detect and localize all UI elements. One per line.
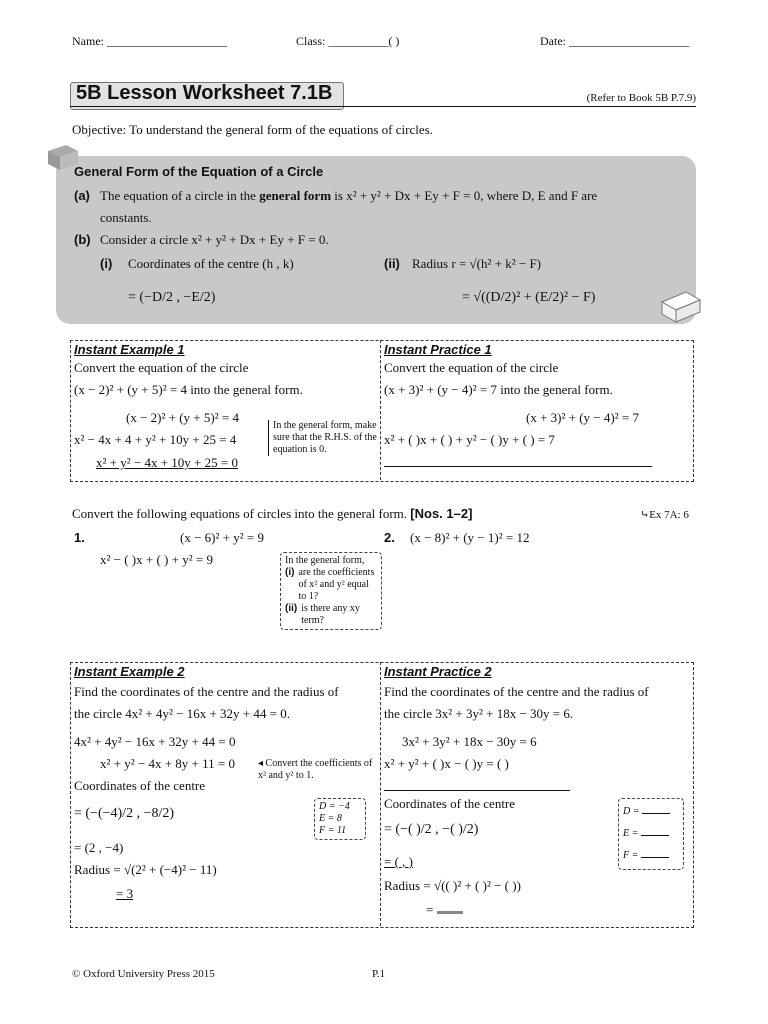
practice1-line1: Convert the equation of the circle: [384, 360, 559, 375]
example2-divider: [380, 662, 381, 926]
practice2-f-blank[interactable]: [641, 857, 669, 858]
part-ii-label: (ii): [384, 256, 400, 271]
example2-line1: Find the coordinates of the centre and the radius of: [74, 684, 339, 699]
part-i-text: Coordinates of the centre (h , k): [128, 256, 294, 271]
practice2-radius-value[interactable]: [426, 902, 463, 918]
centre-formula: = (−D/2 , −E/2): [128, 290, 216, 305]
copyright: © Oxford University Press 2015: [72, 968, 215, 980]
part-a-label: (a): [74, 188, 90, 203]
hint-item-i: [285, 567, 377, 603]
convert-question-range: [Nos. 1–2]: [410, 506, 473, 521]
practice1-line2: (x + 3)² + (y − 4)² = 7 into the general form.: [384, 382, 613, 397]
q2-number: 2.: [384, 530, 395, 545]
practice2-line1: Find the coordinates of the centre and the radius of: [384, 684, 649, 699]
convert-instruction: [72, 506, 472, 522]
practice2-e-blank[interactable]: [641, 835, 669, 836]
practice2-radius-blank[interactable]: [437, 911, 463, 914]
part-a-text-3: constants.: [100, 210, 152, 225]
part-i-label: (i): [100, 256, 113, 271]
part-b-label: (b): [74, 232, 91, 247]
page-title: 5B Lesson Worksheet 7.1B: [76, 82, 333, 104]
practice2-d-blank[interactable]: [642, 813, 670, 814]
name-field-label: Name: ____________________: [72, 34, 227, 48]
practice1-step1: (x + 3)² + (y − 4)² = 7: [526, 410, 639, 425]
practice2-f: F =: [623, 850, 641, 861]
part-a-text-1: The equation of a circle in the: [100, 188, 260, 203]
hint-i-text: are the coefficients of x² and y² equal to 1?: [298, 567, 375, 602]
example1-divider: [380, 340, 381, 480]
part-a-text-2: is x² + y² + Dx + Ey + F = 0, where D, E and F are: [331, 188, 598, 203]
convert-instruction-text: Convert the following equations of circles into the general form.: [72, 506, 411, 521]
title-rule: [70, 106, 696, 107]
hint-intro: In the general form,: [285, 555, 365, 566]
example2-e: E = 8: [319, 813, 342, 824]
example1-note: In the general form, make sure that the R.H.S. of the equation is 0.: [268, 420, 377, 456]
example1-step2: x² − 4x + 4 + y² + 10y + 25 = 4: [74, 432, 237, 447]
example2-d: D = −4: [319, 801, 350, 812]
example2-coefficients: [314, 798, 366, 840]
example2-centre-formula: = (−(−4)/2 , −8/2): [74, 806, 175, 821]
cube-outline-icon: [660, 290, 702, 324]
practice2-e-row[interactable]: [623, 823, 679, 845]
q1-step[interactable]: x² − ( )x + ( ) + y² = 9: [100, 552, 213, 567]
example2-frame: [70, 662, 694, 928]
general-form-heading: General Form of the Equation of a Circle: [74, 164, 324, 179]
example2-line2: the circle 4x² + 4y² − 16x + 32y + 44 = 0.: [74, 706, 290, 721]
example2-f: F = 11: [319, 825, 347, 836]
practice2-centre-formula[interactable]: = (−( )/2 , −( )/2): [384, 822, 479, 837]
example2-radius: Radius = √(2² + (−4)² − 11): [74, 862, 217, 877]
date-field-label: Date: ____________________: [540, 34, 689, 48]
practice2-heading: Instant Practice 2: [384, 664, 492, 679]
practice2-f-row[interactable]: [623, 845, 679, 867]
practice1-step2[interactable]: x² + ( )x + ( ) + y² − ( )y + ( ) = 7: [384, 432, 555, 447]
part-ii-text: Radius r = √(h² + k² − F): [412, 256, 542, 271]
practice2-step1: 3x² + 3y² + 18x − 30y = 6: [402, 734, 537, 749]
example1-step3: x² + y² − 4x + 10y + 25 = 0: [96, 455, 238, 470]
practice2-step2[interactable]: x² + y² + ( )x − ( )y = ( ): [384, 756, 509, 771]
practice2-d-row[interactable]: [623, 801, 679, 823]
hint-ii-label: (ii): [285, 603, 298, 614]
example2-heading: Instant Example 2: [74, 664, 185, 679]
practice2-line2: the circle 3x² + 3y² + 18x − 30y = 6.: [384, 706, 574, 721]
practice2-centre-label: Coordinates of the centre: [384, 796, 516, 811]
hint-item-ii: [285, 603, 377, 627]
example2-radius-value: = 3: [116, 886, 134, 901]
practice2-radius[interactable]: Radius = √(( )² + ( )² − ( )): [384, 878, 521, 893]
page-number: P.1: [372, 968, 386, 980]
example1-line2: (x − 2)² + (y + 5)² = 4 into the general form.: [74, 382, 303, 397]
practice2-centre-value[interactable]: = ( , ): [384, 854, 413, 869]
hint-box: [280, 552, 382, 630]
part-b-text: Consider a circle x² + y² + Dx + Ey + F = 0.: [100, 232, 329, 247]
practice2-e: E =: [623, 828, 641, 839]
example1-heading: Instant Example 1: [74, 342, 185, 357]
example2-step1: 4x² + 4y² − 16x + 32y + 44 = 0: [74, 734, 236, 749]
practice1-answer-line[interactable]: [384, 466, 652, 467]
book-reference: (Refer to Book 5B P.7.9): [586, 92, 696, 104]
example2-note: ◂ Convert the coefficients of x² and y² to 1.: [258, 758, 373, 781]
part-a-bold: general form: [259, 188, 332, 203]
exercise-reference: ⤷Ex 7A: 6: [640, 509, 689, 521]
practice2-d: D =: [623, 806, 642, 817]
practice2-coefficients: [618, 798, 684, 870]
class-field-label: Class: __________( ): [296, 34, 400, 48]
practice2-radius-equals: =: [426, 902, 434, 917]
part-a-text: [100, 188, 660, 204]
q1-equation: (x − 6)² + y² = 9: [180, 530, 264, 545]
q2-equation: (x − 8)² + (y − 1)² = 12: [410, 530, 530, 545]
q1-number: 1.: [74, 530, 85, 545]
radius-formula: = √((D/2)² + (E/2)² − F): [462, 290, 596, 305]
hint-i-label: (i): [285, 567, 295, 578]
hint-ii-text: is there any xy term?: [301, 603, 360, 626]
example1-step1: (x − 2)² + (y + 5)² = 4: [126, 410, 239, 425]
practice1-heading: Instant Practice 1: [384, 342, 492, 357]
example2-step2: x² + y² − 4x + 8y + 11 = 0: [100, 756, 235, 771]
practice2-answer-line[interactable]: [384, 790, 570, 791]
example2-centre-label: Coordinates of the centre: [74, 778, 206, 793]
example1-line1: Convert the equation of the circle: [74, 360, 249, 375]
example2-centre-value: = (2 , −4): [74, 840, 124, 855]
objective: Objective: To understand the general form of the equations of circles.: [72, 122, 433, 137]
